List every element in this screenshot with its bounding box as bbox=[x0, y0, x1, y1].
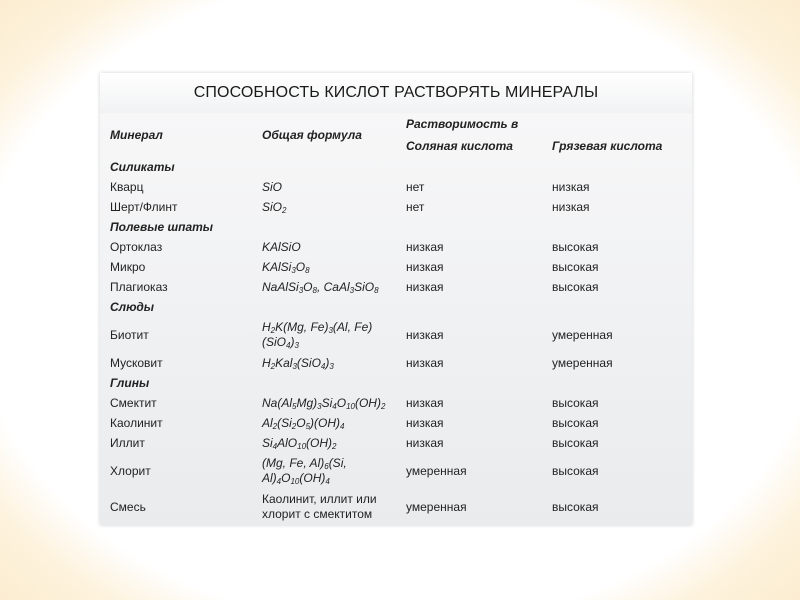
header-mud-acid: Грязевая кислота bbox=[552, 139, 663, 153]
mud-cell: высокая bbox=[552, 416, 599, 430]
mud-cell: низкая bbox=[552, 200, 590, 214]
hcl-cell: нет bbox=[406, 180, 425, 194]
mineral-cell: Шерт/Флинт bbox=[110, 200, 178, 214]
table-row bbox=[100, 197, 692, 217]
mineral-cell: Кварц bbox=[110, 180, 144, 194]
table-row bbox=[100, 257, 692, 277]
hcl-cell: низкая bbox=[406, 396, 444, 410]
mud-cell: умеренная bbox=[552, 356, 613, 370]
table-row bbox=[100, 489, 692, 525]
mineral-cell: Микро bbox=[110, 260, 146, 274]
mineral-cell: Плагиоказ bbox=[110, 280, 168, 294]
minerals-table bbox=[100, 113, 692, 525]
table-row bbox=[100, 393, 692, 413]
mineral-cell: Каолинит bbox=[110, 416, 163, 430]
table-row bbox=[100, 433, 692, 453]
mud-cell: высокая bbox=[552, 280, 599, 294]
formula-cell: $Si_4AlO_{10}(OH)_2$ bbox=[262, 435, 337, 451]
group-micas: Слюды bbox=[110, 300, 155, 314]
header-solubility: Растворимость в bbox=[406, 117, 519, 131]
formula-cell: $H_2Kal_3(SiO_4)_3$ bbox=[262, 355, 334, 371]
mineral-cell: Смесь bbox=[110, 500, 146, 514]
formula-cell: SiO bbox=[262, 179, 283, 194]
group-silicates: Силикаты bbox=[110, 160, 175, 174]
table-row bbox=[100, 237, 692, 257]
header-mineral: Минерал bbox=[110, 128, 163, 142]
hcl-cell: низкая bbox=[406, 280, 444, 294]
hcl-cell: низкая bbox=[406, 416, 444, 430]
formula-cell: (Mg, Fe, $Al)_6(Si$, $Al)_4O_{10}(OH)_4$ bbox=[262, 456, 347, 486]
table-row bbox=[100, 317, 692, 353]
header-formula: Общая формула bbox=[262, 128, 362, 142]
table-area bbox=[100, 113, 692, 525]
mud-cell: умеренная bbox=[552, 328, 613, 342]
formula-cell: $KAlSi_3O_8$ bbox=[262, 259, 310, 275]
hcl-cell: низкая bbox=[406, 436, 444, 450]
mineral-cell: Мусковит bbox=[110, 356, 163, 370]
group-feldspars: Полевые шпаты bbox=[110, 220, 214, 234]
mud-cell: высокая bbox=[552, 436, 599, 450]
table-row bbox=[100, 177, 692, 197]
formula-cell: KAlSiO bbox=[262, 239, 301, 254]
group-row bbox=[100, 373, 692, 393]
slide-title: СПОСОБНОСТЬ КИСЛОТ РАСТВОРЯТЬ МИНЕРАЛЫ bbox=[100, 73, 692, 113]
hcl-cell: низкая bbox=[406, 356, 444, 370]
mud-cell: высокая bbox=[552, 240, 599, 254]
mineral-cell: Иллит bbox=[110, 436, 145, 450]
formula-cell: $Al_2(Si_2O_5)(OH)_4$ bbox=[262, 415, 345, 431]
group-row bbox=[100, 217, 692, 237]
formula-cell: $NaAlSi_3O_8$, CaAl$_3$SiO$_8$ bbox=[262, 279, 379, 295]
table-row bbox=[100, 453, 692, 489]
header-hcl: Соляная кислота bbox=[406, 139, 513, 153]
formula-cell: $Na(Al_5Mg)_3Si_4O_{10}(OH)_2$ bbox=[262, 395, 386, 411]
mineral-cell: Хлорит bbox=[110, 464, 151, 478]
hcl-cell: низкая bbox=[406, 328, 444, 342]
group-clays: Глины bbox=[110, 376, 150, 390]
slide bbox=[100, 73, 692, 525]
mineral-cell: Биотит bbox=[110, 328, 149, 342]
hcl-cell: умеренная bbox=[406, 464, 467, 478]
mud-cell: высокая bbox=[552, 464, 599, 478]
hcl-cell: умеренная bbox=[406, 500, 467, 514]
table-row bbox=[100, 277, 692, 297]
group-row bbox=[100, 157, 692, 177]
mud-cell: высокая bbox=[552, 396, 599, 410]
formula-cell: $H_2K(Mg$, $Fe)_3(Al$, $Fe)(SiO_4)_3$ bbox=[262, 320, 373, 350]
mineral-cell: Смектит bbox=[110, 396, 157, 410]
formula-cell: SiO$_2$ bbox=[262, 199, 287, 215]
table-header-row bbox=[100, 113, 692, 135]
mineral-cell: Ортоклаз bbox=[110, 240, 163, 254]
hcl-cell: низкая bbox=[406, 240, 444, 254]
mud-cell: высокая bbox=[552, 500, 599, 514]
formula-cell: Каолинит, иллит или хлорит с смектитом bbox=[262, 492, 377, 521]
mud-cell: высокая bbox=[552, 260, 599, 274]
group-row bbox=[100, 297, 692, 317]
mud-cell: низкая bbox=[552, 180, 590, 194]
table-row bbox=[100, 413, 692, 433]
hcl-cell: низкая bbox=[406, 260, 444, 274]
hcl-cell: нет bbox=[406, 200, 425, 214]
table-row bbox=[100, 353, 692, 373]
